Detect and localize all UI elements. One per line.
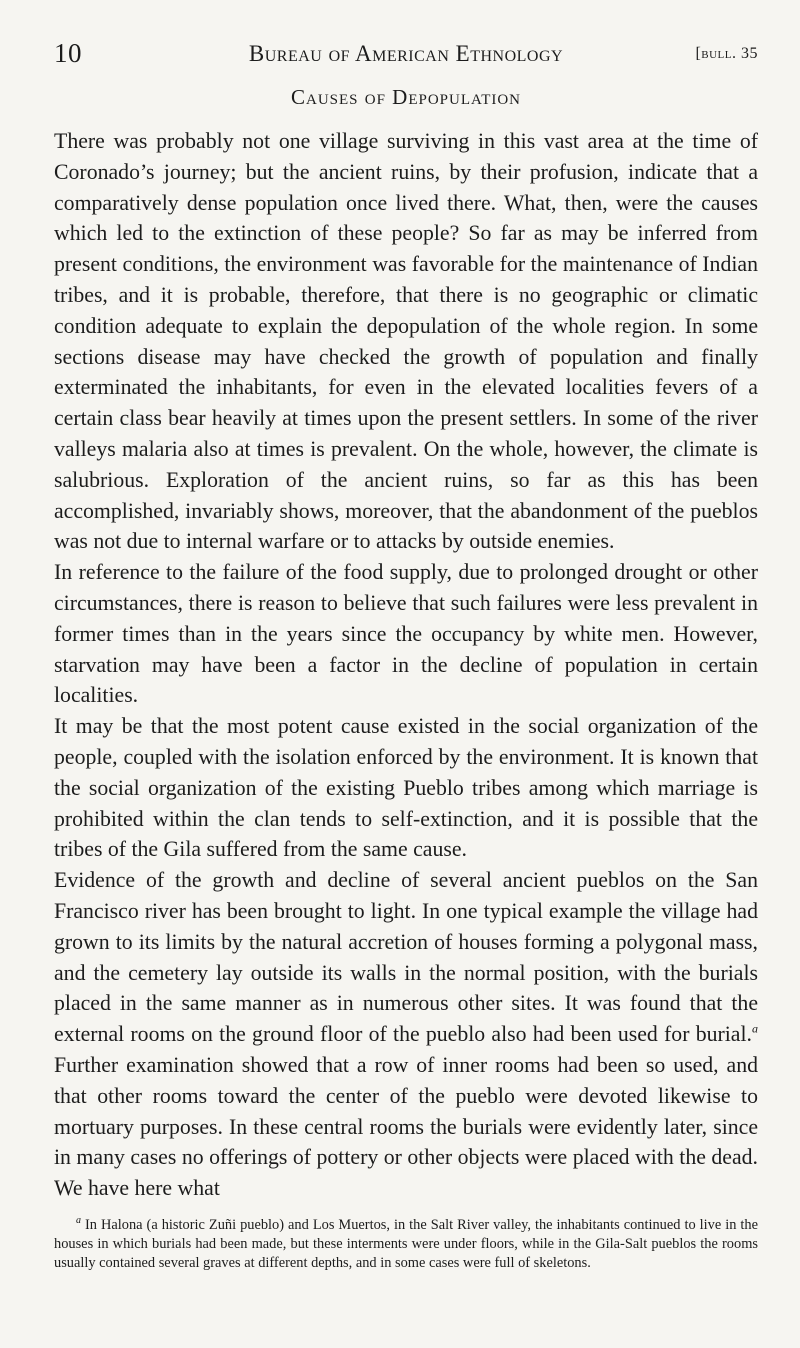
running-head	[54, 38, 758, 72]
footnote-reference[interactable]: a	[752, 1021, 758, 1036]
paragraph-4	[54, 865, 758, 1204]
bulletin-reference: [bull. 35	[695, 45, 758, 62]
footnote-mark: a	[76, 1215, 81, 1227]
body-text	[54, 126, 758, 1204]
footnote	[54, 1216, 758, 1273]
paragraph-4-text-after-note: Further examination showed that a row of inner rooms had been so used, and that other rooms toward the center of the pueblo were devoted likewise to mortuary purposes. In these central rooms the burials were evidently later, since in many cases no offerings of pottery or other objects were placed with the dead. We have here what	[54, 1052, 758, 1201]
footnote-text: In Halona (a historic Zuñi pueblo) and Los Muertos, in the Salt River valley, the inhabitants continued to live in the houses in which burials had been made, but these interments were under floors, while in the Gila-Salt pueblos the rooms usually contained several graves at different depths, and in some cases were full of skeletons.	[54, 1216, 758, 1271]
paragraph-2: In reference to the failure of the food supply, due to prolonged drought or other circumstances, there is reason to believe that such failures were less prevalent in former times than in the years since the occupancy by white men. However, starvation may have been a factor in the decline of population in certain localities.	[54, 560, 758, 708]
paragraph-1: There was probably not one village surviving in this vast area at the time of Coronado’s journey; but the ancient ruins, by their profusion, indicate that a comparatively dense population once lived there. What, then, were the causes which led to the extinction of these people? So far as may be inferred from present conditions, the environment was favorable for the maintenance of Indian tribes, and it is probable, therefore, that there is no geographic or climatic condition adequate to explain the depopulation of the whole region. In some sections disease may have checked the growth of population and finally exterminated the inhabitants, for even in the elevated localities fevers of a certain class bear heavily at times upon the present settlers. In some of the river valleys malaria also at times is prevalent. On the whole, however, the climate is salubrious. Exploration of the ancient ruins, so far as this has been accomplished, invariably shows, moreover, that the abandonment of the pueblos was not due to internal warfare or to attacks by outside enemies.	[54, 129, 758, 554]
section-title: Causes of Depopulation	[290, 85, 522, 109]
page-number: 10	[54, 38, 82, 68]
paragraph-3: It may be that the most potent cause existed in the social organization of the people, coupled with the isolation enforced by the environment. It is known that the social organization of the existing Pueblo tribes among which marriage is prohibited within the clan tends to self-extinction, and it is possible that the tribes of the Gila suffered from the same cause.	[54, 714, 758, 862]
paragraph-4-text-before-note: Evidence of the growth and decline of several ancient pueblos on the San Francisco river has been brought to light. In one typical example the village had grown to its limits by the natural accretion of houses forming a polygonal mass, and the cemetery lay outside its walls in the normal position, with the burials placed in the same manner as in numerous other sites. It was found that the external rooms on the ground floor of the pueblo also had been used for burial.	[54, 868, 758, 1047]
journal-title: Bureau of American Ethnology	[248, 41, 564, 66]
book-page	[54, 38, 758, 1273]
